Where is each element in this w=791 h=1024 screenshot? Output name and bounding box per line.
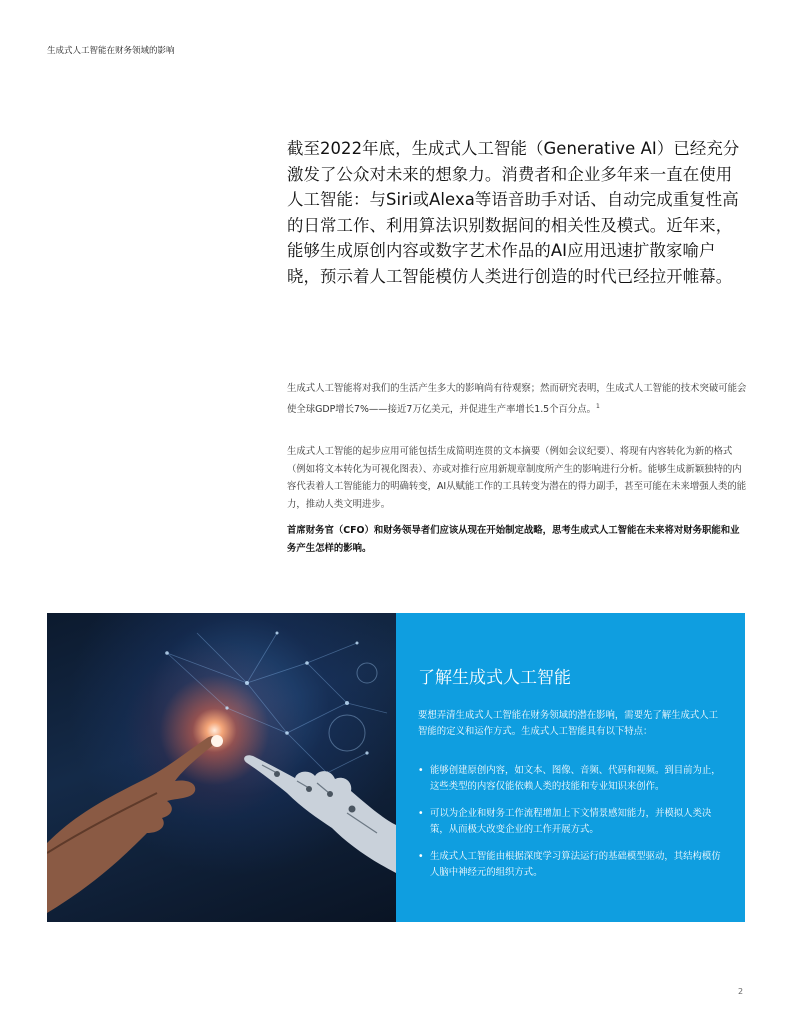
ai-hands-illustration bbox=[47, 613, 396, 922]
footnote-marker[interactable]: 1 bbox=[596, 402, 600, 410]
ai-hands-image bbox=[47, 613, 396, 922]
list-item: • 能够创建原创内容，如文本、图像、音频、代码和视频。到目前为止，这些类型的内容仅能依赖人类的技能和专业知识来创作。 bbox=[418, 763, 723, 796]
info-title: 了解生成式人工智能 bbox=[418, 668, 571, 688]
list-item: • 可以为企业和财务工作流程增加上下文情景感知能力，并模拟人类决策，从而极大改变企业的工作开展方式。 bbox=[418, 806, 723, 839]
feature-box bbox=[47, 613, 745, 922]
lead-paragraph: 截至2022年底，生成式人工智能（Generative AI）已经充分激发了公众对未来的想象力。消费者和企业多年来一直在使用人工智能：与Siri或Alexa等语音助手对话、自动完成重复性高的日常工作、利用算法识别数据间的相关性及模式。近年来，能够生成原创内容或数字艺术作品的AI应用迅速扩散家喻户晓，预示着人工智能模仿人类进行创造的时代已经拉开帷幕。 bbox=[287, 139, 740, 286]
running-header: 生成式人工智能在财务领域的影响 bbox=[47, 46, 175, 56]
info-panel bbox=[396, 613, 745, 922]
body-paragraph-1 bbox=[287, 380, 747, 418]
info-intro: 要想弄清生成式人工智能在财务领域的潜在影响，需要先了解生成式人工智能的定义和运作方式。生成式人工智能具有以下特点： bbox=[418, 710, 719, 737]
paragraph-text: 生成式人工智能将对我们的生活产生多大的影响尚有待观察；然而研究表明，生成式人工智能的技术突破可能会使全球GDP增长7%——接近7万亿美元，并促进生产率增长1.5个百分点。 bbox=[287, 383, 747, 415]
feature-bullet-list bbox=[418, 763, 723, 891]
body-paragraph-2: 生成式人工智能的起步应用可能包括生成简明连贯的文本摘要（例如会议纪要）、将现有内容转化为新的格式（例如将文本转化为可视化图表）、亦或对推行应用新规章制度所产生的影响进行分析。能够生成新颖独特的内容代表着人工智能能力的明确转变，AI从赋能工作的工具转变为潜在的得力副手，甚至可能在未来增强人类的能力，推动人类文明进步。 bbox=[287, 446, 747, 510]
list-item: • 生成式人工智能由根据深度学习算法运行的基础模型驱动，其结构模仿人脑中神经元的组织方式。 bbox=[418, 849, 723, 882]
page-number: 2 bbox=[738, 987, 744, 996]
callout-paragraph: 首席财务官（CFO）和财务领导者们应该从现在开始制定战略，思考生成式人工智能在未来将对财务职能和业务产生怎样的影响。 bbox=[287, 525, 740, 554]
